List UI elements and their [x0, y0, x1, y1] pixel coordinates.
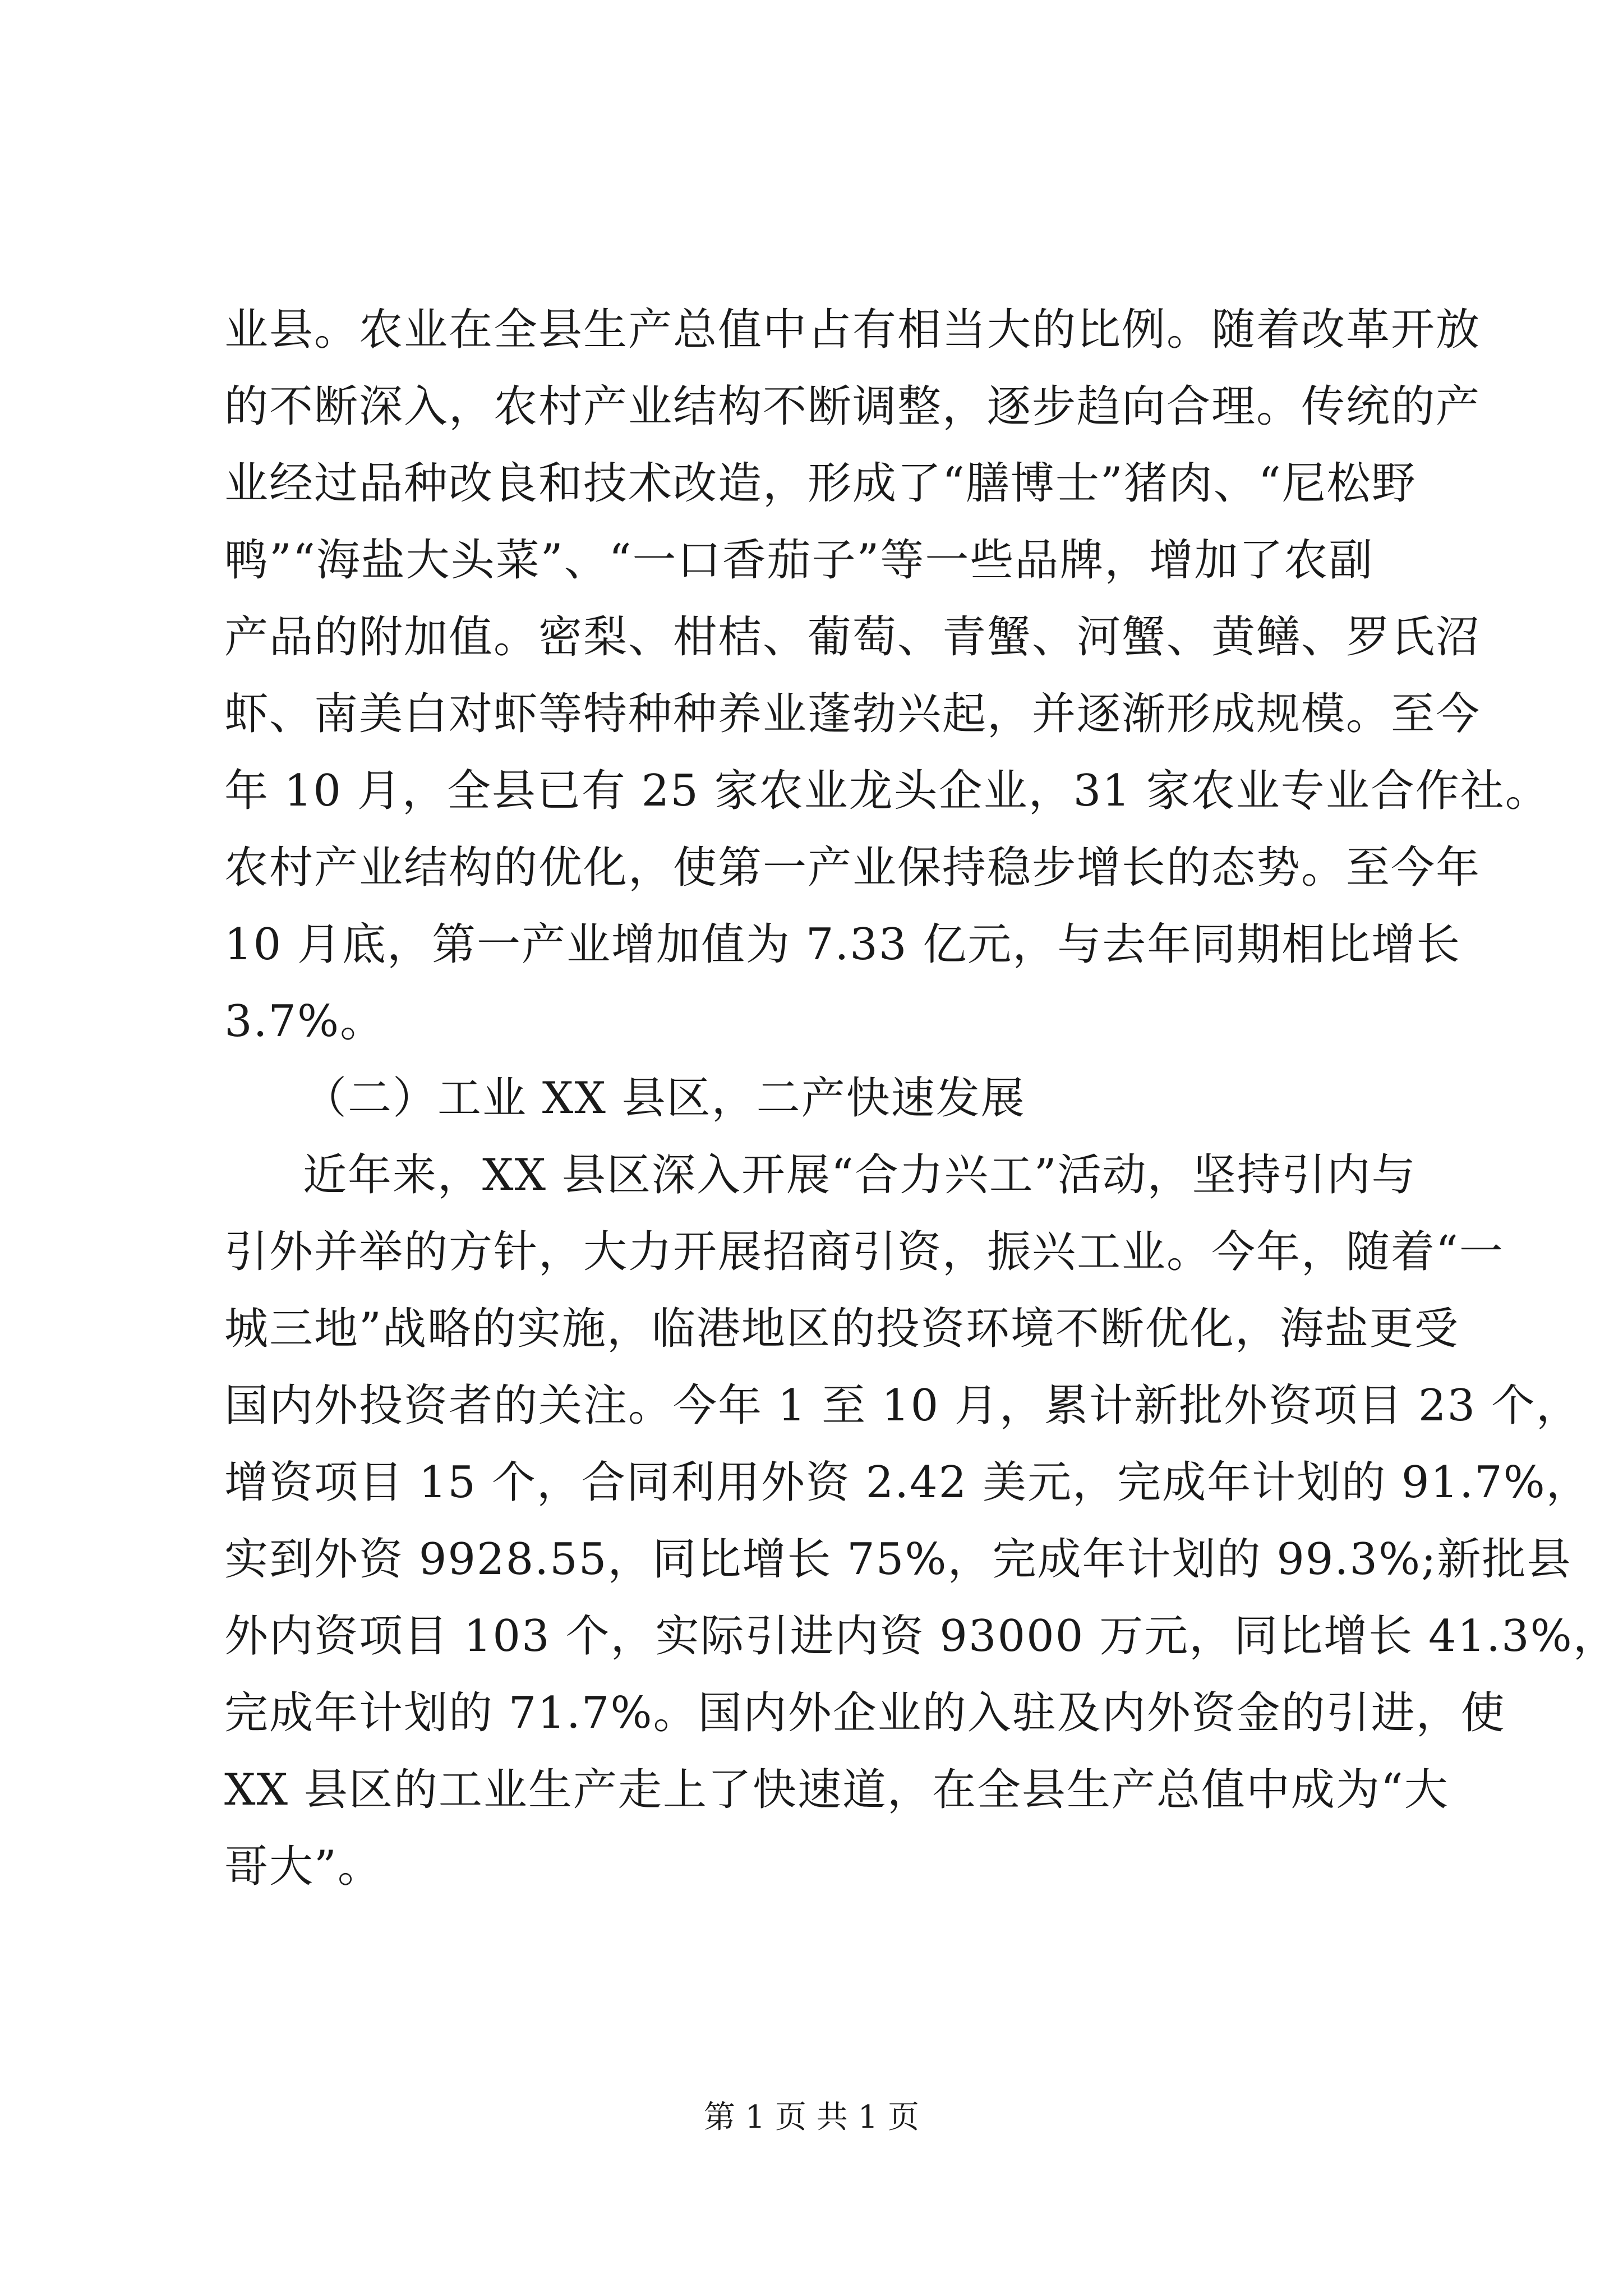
text-line: XX 县区的工业生产走上了快速道，在全县生产总值中成为“大 [224, 1765, 1449, 1815]
text-line: 虾、南美白对虾等特种种养业蓬勃兴起，并逐渐形成规模。至今 [224, 689, 1481, 739]
paragraph-industry [224, 1137, 1618, 1906]
text-line: 近年来，XX 县区深入开展“合力兴工”活动，坚持引内与 [303, 1150, 1417, 1200]
text-line: 业县。农业在全县生产总值中占有相当大的比例。随着改革开放 [224, 305, 1481, 355]
text-line: 年 10 月，全县已有 25 家农业龙头企业，31 家农业专业合作社。 [224, 766, 1550, 816]
text-line: 国内外投资者的关注。今年 1 至 10 月，累计新批外资项目 23 个， [224, 1381, 1581, 1431]
text-line: 哥大”。 [224, 1842, 382, 1892]
section-heading: （二）工业 XX 县区，二产快速发展 [303, 1073, 1026, 1124]
text-line: 实到外资 9928.55，同比增长 75%，完成年计划的 99.3%;新批县 [224, 1534, 1572, 1585]
text-line: 完成年计划的 71.7%。国内外企业的入驻及内外资金的引进，使 [224, 1688, 1506, 1738]
text-line: 引外并举的方针，大力开展招商引资，振兴工业。今年，随着“一 [224, 1227, 1504, 1277]
text-line: 增资项目 15 个，合同利用外资 2.42 美元，完成年计划的 91.7%， [224, 1457, 1591, 1508]
text-line: 的不断深入，农村产业结构不断调整，逐步趋向合理。传统的产 [224, 381, 1481, 432]
document-body [224, 292, 1618, 1906]
page-footer: 第 1 页 共 1 页 [703, 2099, 920, 2136]
text-line: 3.7%。 [224, 996, 385, 1047]
paragraph-agriculture [224, 292, 1550, 1060]
text-line: 产品的附加值。密梨、柑桔、葡萄、青蟹、河蟹、黄鳝、罗氏沼 [224, 612, 1481, 662]
text-line: 鸭”“海盐大头菜”、“一口香茄子”等一些品牌，增加了农副 [224, 535, 1374, 586]
text-line: 外内资项目 103 个，实际引进内资 93000 万元，同比增长 41.3%， [224, 1611, 1618, 1662]
text-line: 农村产业结构的优化，使第一产业保持稳步增长的态势。至今年 [224, 843, 1481, 893]
text-line: 10 月底，第一产业增加值为 7.33 亿元，与去年同期相比增长 [224, 919, 1461, 970]
text-line: 业经过品种改良和技术改造，形成了“膳博士”猪肉、“尼松野 [224, 458, 1417, 509]
text-line: 城三地”战略的实施，临港地区的投资环境不断优化，海盐更受 [224, 1304, 1459, 1354]
